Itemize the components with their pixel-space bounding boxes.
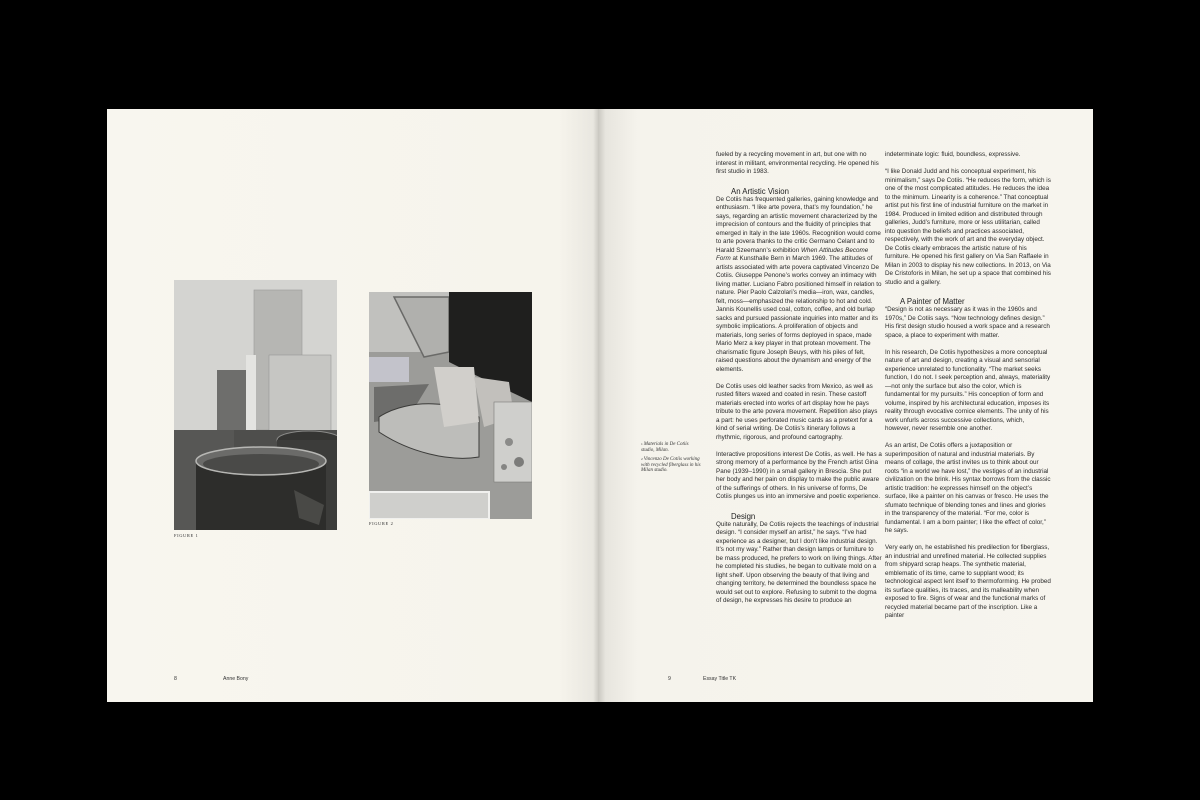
folio-left: 8 (174, 676, 177, 682)
paragraph-artistic-vision-1 (716, 196, 882, 375)
paragraph-painter-3: As an artist, De Cotiis offers a juxtaposition or superimposition of natural and industrial materials. By means of collage, the artist invites us to think about our roots “in a world we have lost,” the vestiges of an industrial civilization on the brink. His syntax borrows from the classic artistic tradition: he expresses himself on the object’s surface, like a painter on his canvas or fresco. He uses the sfumato technique of blending tones and lines and glories in the transparency of the material. “For me, color is fundamental. I am a born painter; I like the effect of color,” he says. (885, 442, 1051, 534)
folio-right: 9 (668, 676, 671, 682)
exhibition-title: When Attitudes Become Form (716, 246, 869, 262)
paragraph-artistic-vision-3: Interactive propositions interest De Cotiis, as well. He has a strong memory of a performance by the French artist Gina Pane (1939–1990) in a small gallery in Brescia. She put her body and her pain on display to make the public aware of the sufferings of others. In his universe of forms, De Cotiis plunges us into an immersive and poetic experience. (716, 450, 882, 500)
running-head-author: Anne Bony (223, 676, 249, 682)
heading-design: Design (731, 511, 756, 521)
caption-1 (641, 442, 701, 453)
running-head-title: Essay Title TK (703, 676, 737, 682)
paragraph-design-1: Quite naturally, De Cotiis rejects the teachings of industrial design. “I consider myself an artist,” he says. “I’ve had experience as a designer, but I don’t like industrial design. It’s not my way.” Rather than design lamps or furniture to be mass produced, he prefers to work on living things. After he completed his studies, he began to cultivate mold on a light shelf. Upon observing the beauty of that living and changing territory, he determined the boundless space he would set out to explore. Refusing to submit to the dogma of design, he expresses his desire to produce an (716, 520, 882, 604)
paragraph-judd: “I like Donald Judd and his conceptual experiment, his minimalism,” says De Cotiis. “He reduces the form, which is one of the most complicated attitudes. He reduces the idea to the minimum. Linearity is a coherence.” That conceptual artist put his first line of industrial furniture on the market in 1984. Produced in limited edition and distributed through galleries, Judd’s furniture, more or less utilitarian, called into question the beliefs and practices associated, respectively, with the work of art and the everyday object. De Cotiis clearly embraces the artistic nature of his furniture. He opened his first gallery on Via San Raffaele in Milan in 2003 to display his new collections. In 2013, on Via De Cristoforis in Milan, he set up a space that combined his studio and a gallery. (885, 168, 1051, 286)
left-page (107, 109, 598, 702)
caption-1-text: Materials in De Cotiis studio, Milan. (641, 442, 689, 453)
paragraph-painter-1: “Design is not as necessary as it was in the 1960s and 1970s,” De Cotiis says. “Now technology defines design.” His first design studio housed a work space and a research space, a place to experiment with matter. (885, 306, 1050, 339)
figure-2-photo (369, 292, 532, 519)
caption-1-number: 1 (641, 442, 643, 446)
text-column-1 (716, 151, 882, 606)
paragraph-text: De Cotiis has frequented galleries, gaining knowledge and enthusiasm. “I like arte povera, that’s my foundation,” he says, regarding an artistic movement characterized by the imprecision of contours and the fluidity of principles that emerged in Italy in the late 1960s. Recognition would come to arte povera thanks to the critic Germano Celant and to Harald Szeemann’s exhibition (716, 195, 881, 254)
paragraph-artistic-vision-2: De Cotiis uses old leather sacks from Mexico, as well as rusted filters waxed and coated in resin. These castoff materials erected into works of art display how he pays tribute to the arte povera movement. Repetition also plays a part: he uses perforated music cards as a pretext for a kind of serial writing. De Cotiis’s itinerary follows a rhythmic, rigorous, and profound cartography. (716, 382, 878, 441)
figure-2-label: FIGURE 2 (369, 521, 394, 526)
figure-1-label: FIGURE 1 (174, 533, 199, 538)
paragraph-painter-4: Very early on, he established his predilection for fiberglass, an industrial and unrefined material. He collected supplies from shipyard scrap heaps. The synthetic material, emblematic of its time, came to supplant wood; its technological aspect lent itself to thermoforming. He probed its surface qualities, its traces, and its malleability when exposed to fire. Signs of wear and the functional marks of recycled material became part of the inscription. Like a painter (885, 544, 1051, 619)
heading-a-painter-of-matter: A Painter of Matter (900, 297, 965, 306)
caption-2-number: 2 (641, 457, 643, 462)
caption-2 (641, 457, 701, 474)
artist-working-image (369, 292, 532, 519)
heading-an-artistic-vision: An Artistic Vision (731, 186, 789, 196)
book-spread (107, 109, 1093, 702)
figure-captions (641, 442, 701, 478)
caption-2-text: Vincenzo De Cotiis working with recycled fiberglass in his Milan studio. (641, 457, 701, 474)
right-page (598, 109, 1093, 702)
column-2-intro: indeterminate logic: fluid, boundless, expressive. (885, 151, 1021, 158)
figure-1-photo (174, 280, 337, 530)
text-column-2 (885, 151, 1051, 621)
paragraph-painter-2: In his research, De Cotiis hypothesizes a more conceptual nature of art and design, creating a visual and sensorial experience unrelated to functionality. “The market seeks function, I do not. I seek perception and, always, materiality—not only the surface but also the color, which is fundamental for my pursuits.” His conception of form and volume, inspired by his architectural education, imposes its reality through evocative cornice elements. The unity of his work unfurls across successive collections, which, however, never resemble one another. (885, 348, 1051, 432)
studio-materials-image (174, 280, 337, 530)
paragraph-text: at Kunsthalle Bern in March 1969. The attitudes of artists associated with arte povera captivated Vincenzo De Cotiis. Giuseppe Penone’s works convey an intimacy with living matter. Luciano Fabro positioned himself in relation to nature. Pier Paolo Calzolari’s media—iron, wax, candles, felt, moss—emphasized the relationship to hot and cold. Jannis Kounellis used coal, cotton, coffee, and old burlap sacks and pursued passionate inquiries into matter and its symbolic implications. A proliferation of objects and materials, long series of forms deployed in space, made Mario Merz a key player in that protean movement. The charismatic figure Joseph Beuys, with his piles of felt, raised questions about the dynamism and energy of the elements. (716, 255, 882, 373)
column-1-intro: fueled by a recycling movement in art, but one with no interest in militant, environmental recycling. He opened his first studio in 1983. (716, 151, 879, 175)
